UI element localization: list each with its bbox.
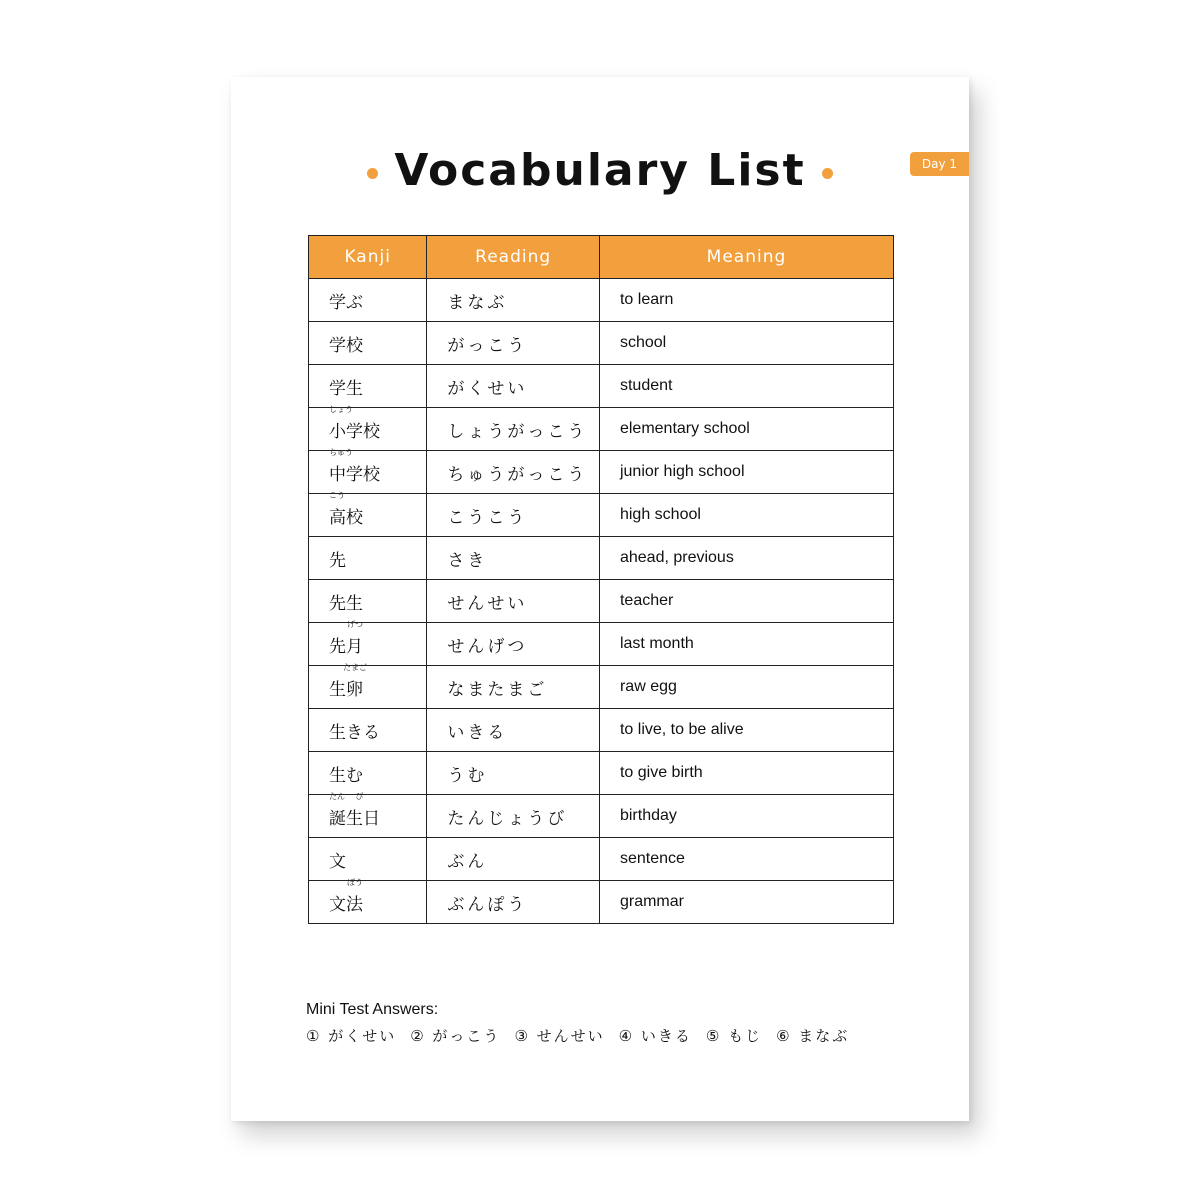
mini-test-answer: ② がっこう bbox=[410, 1027, 501, 1045]
reading-cell bbox=[427, 709, 600, 752]
table-row bbox=[309, 709, 894, 752]
reading-text: がくせい bbox=[447, 378, 528, 399]
kanji-text bbox=[329, 490, 363, 528]
kanji-word: 学ぶ bbox=[329, 292, 363, 313]
table-row bbox=[309, 580, 894, 623]
header-meaning: Meaning bbox=[599, 236, 893, 279]
kanji-text bbox=[329, 877, 363, 915]
kanji-text bbox=[329, 718, 380, 743]
kanji-cell bbox=[309, 365, 427, 408]
kanji-cell bbox=[309, 752, 427, 795]
reading-text: こうこう bbox=[447, 507, 528, 528]
furigana: こう bbox=[329, 490, 345, 500]
kanji-word: 文 bbox=[329, 851, 346, 872]
kanji-word: 生きる bbox=[329, 722, 380, 743]
kanji-word: 高校 bbox=[329, 507, 363, 528]
kanji-text bbox=[329, 447, 380, 485]
reading-text: たんじょうび bbox=[447, 808, 568, 829]
kanji-word: 生む bbox=[329, 765, 363, 786]
reading-text: まなぶ bbox=[447, 292, 508, 313]
kanji-word: 学生 bbox=[329, 378, 363, 399]
table-row bbox=[309, 322, 894, 365]
kanji-word: 中学校 bbox=[329, 464, 380, 485]
reading-text: ちゅうがっこう bbox=[447, 464, 588, 485]
kanji-cell bbox=[309, 791, 427, 838]
kanji-cell bbox=[309, 662, 427, 709]
meaning-cell: school bbox=[599, 322, 893, 365]
reading-cell bbox=[427, 408, 600, 451]
furigana: しょう bbox=[329, 404, 353, 414]
reading-text: がっこう bbox=[447, 335, 528, 356]
vocabulary-table bbox=[308, 235, 894, 924]
meaning-cell: student bbox=[599, 365, 893, 408]
table-row bbox=[309, 494, 894, 537]
mini-test-label: Mini Test Answers: bbox=[306, 1001, 439, 1018]
reading-cell bbox=[427, 666, 600, 709]
reading-cell bbox=[427, 623, 600, 666]
table-row bbox=[309, 881, 894, 924]
kanji-word: 先 bbox=[329, 550, 346, 571]
kanji-word: 小学校 bbox=[329, 421, 380, 442]
kanji-cell bbox=[309, 490, 427, 537]
meaning-cell: sentence bbox=[599, 838, 893, 881]
meaning-cell: last month bbox=[599, 623, 893, 666]
meaning-cell: high school bbox=[599, 494, 893, 537]
mini-test-answers bbox=[306, 1025, 863, 1046]
kanji-text bbox=[329, 331, 363, 356]
title-dot-left bbox=[367, 168, 378, 179]
day-tab: Day 1 bbox=[910, 152, 969, 176]
meaning-cell: junior high school bbox=[599, 451, 893, 494]
reading-text: さき bbox=[447, 550, 488, 571]
kanji-cell bbox=[309, 709, 427, 752]
reading-cell bbox=[427, 451, 600, 494]
reading-cell bbox=[427, 795, 600, 838]
meaning-cell: ahead, previous bbox=[599, 537, 893, 580]
reading-text: せんせい bbox=[447, 593, 528, 614]
furigana: たん び bbox=[329, 791, 364, 801]
reading-text: うむ bbox=[447, 765, 488, 786]
reading-text: いきる bbox=[447, 722, 508, 743]
kanji-text bbox=[329, 847, 346, 872]
kanji-cell bbox=[309, 537, 427, 580]
meaning-cell: teacher bbox=[599, 580, 893, 623]
reading-cell bbox=[427, 537, 600, 580]
kanji-text bbox=[329, 662, 367, 700]
kanji-cell bbox=[309, 580, 427, 623]
table-row bbox=[309, 666, 894, 709]
reading-cell bbox=[427, 580, 600, 623]
header-kanji: Kanji bbox=[309, 236, 427, 279]
meaning-cell: raw egg bbox=[599, 666, 893, 709]
kanji-word: 学校 bbox=[329, 335, 363, 356]
meaning-cell: to give birth bbox=[599, 752, 893, 795]
kanji-text bbox=[329, 546, 346, 571]
furigana: たまご bbox=[343, 662, 367, 672]
vocabulary-table-body bbox=[309, 279, 894, 924]
mini-test-answer: ⑤ もじ bbox=[705, 1027, 763, 1045]
kanji-cell bbox=[309, 619, 427, 666]
title-dot-right bbox=[822, 168, 833, 179]
meaning-cell: grammar bbox=[599, 881, 893, 924]
furigana: ちゅう bbox=[329, 447, 353, 457]
table-row bbox=[309, 365, 894, 408]
kanji-text bbox=[329, 589, 363, 614]
reading-cell bbox=[427, 838, 600, 881]
table-row bbox=[309, 623, 894, 666]
reading-text: ぶん bbox=[447, 851, 488, 872]
kanji-text bbox=[329, 374, 363, 399]
reading-cell bbox=[427, 881, 600, 924]
meaning-cell: elementary school bbox=[599, 408, 893, 451]
mini-test-answer: ① がくせい bbox=[306, 1027, 397, 1045]
table-header-row bbox=[309, 236, 894, 279]
table-row bbox=[309, 408, 894, 451]
meaning-cell: to learn bbox=[599, 279, 893, 322]
furigana: げつ bbox=[347, 619, 363, 629]
reading-cell bbox=[427, 365, 600, 408]
kanji-cell bbox=[309, 838, 427, 881]
kanji-cell bbox=[309, 279, 427, 322]
table-row bbox=[309, 451, 894, 494]
kanji-cell bbox=[309, 877, 427, 924]
page-title bbox=[231, 143, 969, 199]
kanji-cell bbox=[309, 404, 427, 451]
kanji-text bbox=[329, 791, 380, 829]
table-row bbox=[309, 279, 894, 322]
header-reading: Reading bbox=[427, 236, 600, 279]
page-title-text: Vocabulary List bbox=[394, 145, 806, 196]
furigana: ぽう bbox=[347, 877, 363, 887]
kanji-word: 生卵 bbox=[329, 679, 363, 700]
reading-cell bbox=[427, 494, 600, 537]
table-row bbox=[309, 752, 894, 795]
meaning-cell: to live, to be alive bbox=[599, 709, 893, 752]
meaning-cell: birthday bbox=[599, 795, 893, 838]
reading-text: しょうがっこう bbox=[447, 421, 588, 442]
kanji-text bbox=[329, 288, 363, 313]
kanji-text bbox=[329, 619, 363, 657]
kanji-word: 先月 bbox=[329, 636, 363, 657]
reading-cell bbox=[427, 279, 600, 322]
mini-test-answer: ④ いきる bbox=[618, 1027, 692, 1045]
worksheet-page bbox=[231, 77, 969, 1121]
mini-test-answer: ③ せんせい bbox=[514, 1027, 605, 1045]
kanji-word: 誕生日 bbox=[329, 808, 380, 829]
kanji-text bbox=[329, 404, 380, 442]
reading-text: なまたまご bbox=[447, 679, 548, 700]
kanji-text bbox=[329, 761, 363, 786]
kanji-word: 先生 bbox=[329, 593, 363, 614]
kanji-word: 文法 bbox=[329, 894, 363, 915]
table-row bbox=[309, 838, 894, 881]
kanji-cell bbox=[309, 447, 427, 494]
reading-cell bbox=[427, 752, 600, 795]
reading-text: せんげつ bbox=[447, 636, 528, 657]
kanji-cell bbox=[309, 322, 427, 365]
reading-text: ぶんぽう bbox=[447, 894, 528, 915]
mini-test-answer: ⑥ まなぶ bbox=[776, 1027, 850, 1045]
table-row bbox=[309, 537, 894, 580]
reading-cell bbox=[427, 322, 600, 365]
table-row bbox=[309, 795, 894, 838]
